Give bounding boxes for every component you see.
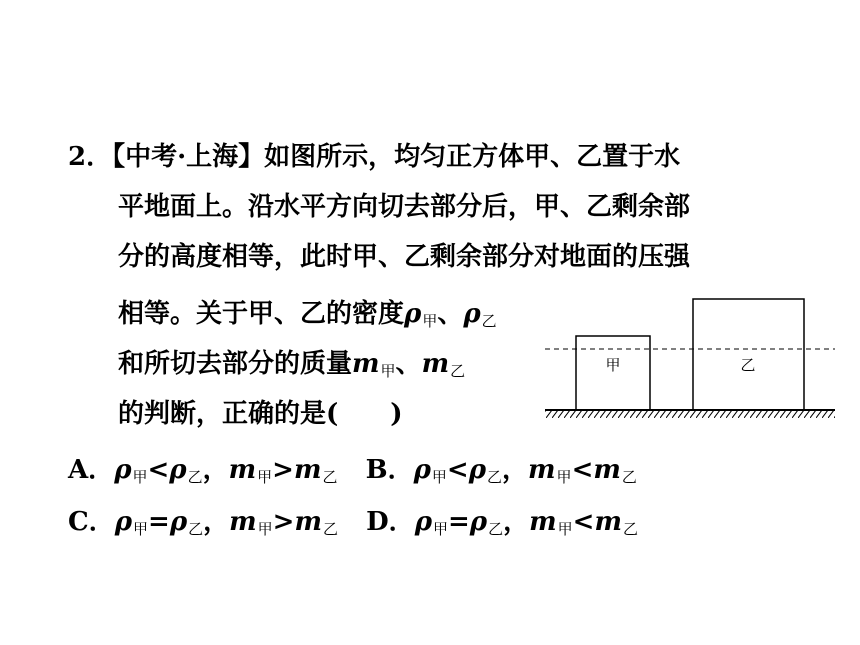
question-line-6: 的判断，正确的是( ) (118, 399, 403, 429)
m-symbol: m (528, 455, 556, 485)
m-symbol: m (228, 455, 257, 485)
option-b-label: B． (365, 455, 414, 485)
subscript-yi: 乙 (188, 520, 204, 538)
block-yi (693, 299, 804, 410)
rho-symbol: ρ (169, 455, 187, 485)
m-symbol: m (352, 349, 380, 379)
rho-symbol: ρ (413, 455, 431, 485)
question-text-5: 和所切去部分的质量 (118, 349, 353, 379)
rho-symbol: ρ (114, 507, 132, 537)
rho-symbol: ρ (404, 299, 422, 329)
options-row-ab (68, 453, 637, 494)
less-than: < (571, 455, 594, 485)
subscript-jia: 甲 (133, 520, 149, 538)
question-line-2: 平地面上。沿水平方向切去部分后，甲、乙剩余部 (118, 192, 691, 222)
subscript-yi: 乙 (322, 468, 338, 486)
subscript-jia: 甲 (556, 468, 572, 486)
option-c-label: C． (68, 507, 115, 537)
question-line-5 (118, 347, 465, 388)
rho-symbol: ρ (469, 507, 488, 537)
m-symbol: m (421, 349, 450, 379)
rho-symbol: ρ (468, 455, 486, 485)
greater-than: > (272, 507, 295, 537)
question-text-4: 相等。关于甲、乙的密度 (118, 299, 405, 329)
greater-than: > (272, 455, 294, 485)
subscript-yi: 乙 (481, 312, 497, 330)
cubes-diagram-svg (540, 290, 840, 425)
subscript-jia: 甲 (380, 362, 396, 380)
m-symbol: m (529, 507, 557, 537)
question-source: 【中考·上海】 (112, 142, 265, 172)
subscript-yi: 乙 (621, 468, 637, 486)
m-symbol: m (593, 455, 621, 485)
subscript-yi: 乙 (488, 520, 504, 538)
subscript-jia: 甲 (257, 520, 273, 538)
subscript-jia: 甲 (257, 468, 273, 486)
m-symbol: m (293, 455, 322, 485)
rho-symbol: ρ (414, 507, 432, 537)
subscript-jia: 甲 (557, 520, 573, 538)
subscript-yi: 乙 (622, 520, 638, 538)
subscript-jia: 甲 (432, 520, 448, 538)
subscript-jia: 甲 (431, 468, 447, 486)
subscript-yi: 乙 (322, 520, 338, 538)
comma: 、 (437, 299, 464, 329)
comma: 、 (395, 349, 422, 379)
separator: ， (203, 507, 230, 537)
m-symbol: m (594, 507, 622, 537)
subscript-yi: 乙 (487, 468, 503, 486)
m-symbol: m (229, 507, 257, 537)
rho-symbol: ρ (463, 299, 481, 329)
separator: ， (502, 455, 529, 485)
ground-hatching (545, 410, 835, 418)
subscript-yi: 乙 (450, 362, 466, 380)
question-number: 2． (68, 142, 113, 172)
less-than: < (572, 507, 595, 537)
question-line-4 (118, 297, 497, 338)
subscript-yi: 乙 (187, 468, 203, 486)
cubes-diagram (540, 290, 840, 425)
separator: ， (202, 455, 229, 485)
block-yi-label: 乙 (740, 356, 756, 374)
question-line-3: 分的高度相等，此时甲、乙剩余部分对地面的压强 (118, 242, 691, 272)
subscript-jia: 甲 (422, 312, 438, 330)
less-than: < (147, 455, 170, 485)
subscript-jia: 甲 (132, 468, 148, 486)
equals: = (448, 507, 470, 537)
question-text-1: 如图所示，均匀正方体甲、乙置于水 (264, 142, 681, 172)
rho-symbol: ρ (169, 507, 188, 537)
block-jia-label: 甲 (605, 356, 621, 374)
options-row-cd (68, 505, 638, 546)
less-than: < (446, 455, 469, 485)
separator: ， (503, 507, 530, 537)
option-d-label: D． (366, 507, 415, 537)
rho-symbol: ρ (114, 455, 132, 485)
equals: = (148, 507, 170, 537)
option-a-label: A． (68, 455, 115, 485)
m-symbol: m (294, 507, 322, 537)
question-line-1 (68, 140, 680, 174)
